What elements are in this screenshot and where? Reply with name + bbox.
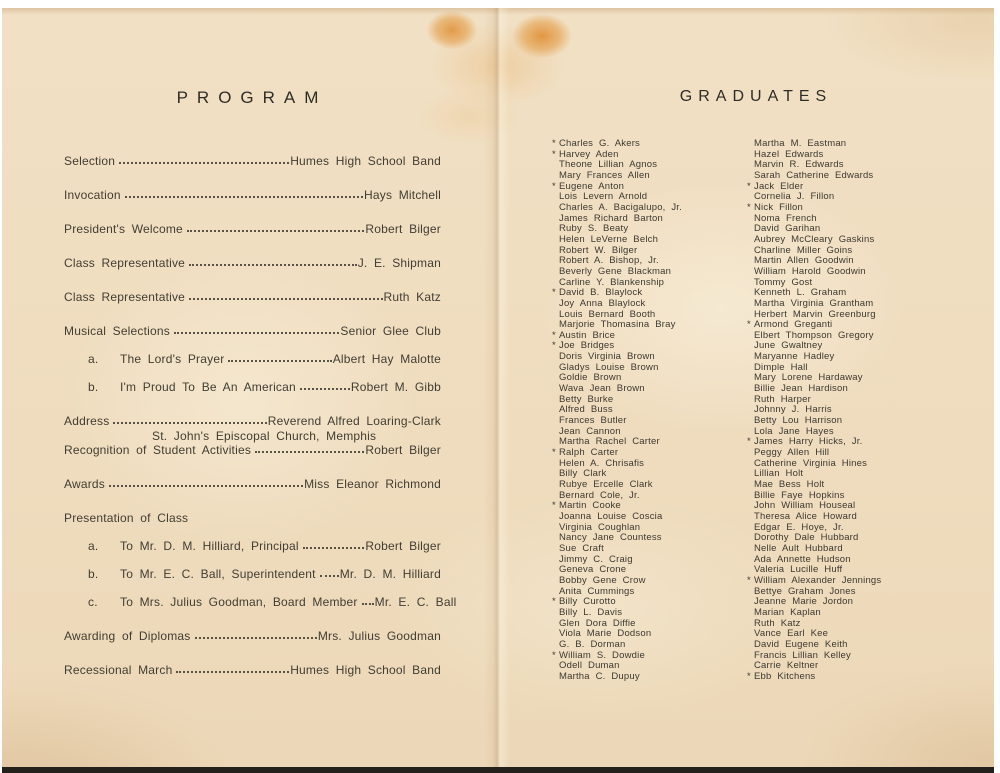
program-item-prefix: b. <box>88 380 99 394</box>
graduate-name: * William Alexander Jennings <box>747 574 882 586</box>
graduate-name: June Gwaltney <box>754 340 823 352</box>
graduate-name: Betty Lou Harrison <box>754 415 843 427</box>
dotted-leader <box>320 575 339 577</box>
graduate-name: Bettye Graham Jones <box>754 585 856 597</box>
dotted-leader <box>189 264 357 266</box>
graduate-name: Doris Virginia Brown <box>559 351 655 363</box>
graduate-name: Goldie Brown <box>559 372 622 384</box>
graduate-name: Frances Butler <box>559 415 627 427</box>
program-item <box>64 256 441 270</box>
program-item-value: J. E. Shipman <box>357 256 441 270</box>
graduate-name: Mae Bess Holt <box>754 479 825 490</box>
graduate-name: Elbert Thompson Gregory <box>754 329 874 341</box>
graduate-name: William Harold Goodwin <box>754 265 866 277</box>
asterisk-mark: * <box>552 138 556 149</box>
graduate-name: * William S. Dowdie <box>552 649 645 661</box>
program-item-label: Recognition of Student Activities <box>64 443 252 457</box>
graduate-name: Carrie Keltner <box>754 660 819 672</box>
asterisk-mark: * <box>747 670 751 682</box>
dotted-leader <box>255 451 364 453</box>
asterisk-mark: * <box>552 180 556 192</box>
program-item-label: To Mr. D. M. Hilliard, Principal <box>120 539 299 553</box>
graduate-name: Gladys Louise Brown <box>559 361 659 373</box>
graduate-name: * Nick Fillon <box>747 201 804 213</box>
program-item <box>64 629 441 643</box>
graduate-name: Jeanne Marie Jordon <box>754 596 854 608</box>
graduate-name: Theone Lillian Agnos <box>559 159 658 171</box>
program-item-label: Class Representative <box>64 290 186 304</box>
program-item-value: Hays Mitchell <box>364 188 441 202</box>
dotted-leader <box>113 422 266 424</box>
graduate-name: * Ebb Kitchens <box>747 670 816 682</box>
graduate-name: David Eugene Keith <box>754 638 848 650</box>
program-item-value: Mr. D. M. Hilliard <box>339 567 441 581</box>
graduate-name: Nelle Ault Hubbard <box>754 542 843 554</box>
graduate-name: Lola Jane Hayes <box>754 425 834 437</box>
asterisk-mark: * <box>747 436 751 448</box>
asterisk-mark: * <box>747 574 751 586</box>
dotted-leader <box>189 298 382 300</box>
graduate-name: Maryanne Hadley <box>754 351 835 363</box>
graduate-name: Nancy Jane Countess <box>559 532 662 544</box>
asterisk-mark: * <box>552 287 556 299</box>
graduate-name: Bobby Gene Crow <box>559 574 646 586</box>
graduate-name: * Billy Curotto <box>552 596 616 608</box>
graduate-name: * Harvey Aden <box>552 148 619 160</box>
program-item-value: Ruth Katz <box>383 290 441 304</box>
graduate-name: Glen Dora Diffie <box>559 617 636 629</box>
graduate-name: James Richard Barton <box>559 212 663 224</box>
graduate-name: Alfred Buss <box>559 404 613 416</box>
graduate-name: Martha M. Eastman <box>754 138 847 149</box>
asterisk-mark: * <box>552 596 556 608</box>
graduate-name: John William Houseal <box>754 500 856 512</box>
graduate-name: Lillian Holt <box>754 468 804 480</box>
program-item-value: Robert M. Gibb <box>350 380 441 394</box>
graduate-name: Louis Bernard Booth <box>559 308 656 320</box>
graduate-name: Edgar E. Hoye, Jr. <box>754 521 844 533</box>
program-item-label: I'm Proud To Be An American <box>120 380 296 394</box>
graduate-name: Mary Frances Allen <box>559 169 650 181</box>
program-item-prefix: a. <box>88 539 99 553</box>
program-item <box>64 414 441 428</box>
program-item-label: Musical Selections <box>64 324 170 338</box>
graduates-page-title: GRADUATES <box>679 88 833 105</box>
program-item-label: Awarding of Diplomas <box>64 629 191 643</box>
graduate-name: Ruby S. Beaty <box>559 223 629 235</box>
program-item <box>64 352 441 366</box>
program-item-value: Reverend Alfred Loaring-Clark <box>267 414 441 428</box>
graduate-name: Catherine Virginia Hines <box>754 457 868 469</box>
graduate-name: Lois Levern Arnold <box>559 191 648 203</box>
graduate-name: Kenneth L. Graham <box>754 287 847 299</box>
graduate-name: Helen LeVerne Belch <box>559 233 659 245</box>
program-item-label: To Mr. E. C. Ball, Superintendent <box>120 567 316 581</box>
graduate-name: * Austin Brice <box>552 329 616 341</box>
dotted-leader <box>300 388 350 390</box>
program-item <box>64 380 441 394</box>
graduate-name: * Martin Cooke <box>552 500 621 512</box>
program-item <box>64 539 441 553</box>
graduate-name: Anita Cummings <box>559 585 635 597</box>
asterisk-mark: * <box>747 319 751 331</box>
graduate-name: Herbert Marvin Greenburg <box>754 308 876 320</box>
program-item <box>64 324 441 338</box>
graduate-name: Hazel Edwards <box>754 148 824 160</box>
asterisk-mark: * <box>552 447 556 459</box>
graduate-name: Valeria Lucille Huff <box>754 564 843 576</box>
graduate-name: Vance Earl Kee <box>754 628 829 640</box>
asterisk-mark: * <box>552 649 556 661</box>
graduate-name: * Eugene Anton <box>552 180 625 192</box>
graduate-name: Tommy Gost <box>754 276 813 288</box>
graduate-name: Martha Virginia Grantham <box>754 297 874 309</box>
asterisk-mark: * <box>747 180 751 192</box>
program-item-label: Awards <box>64 477 105 491</box>
graduate-name: Sue Craft <box>559 542 604 554</box>
program-item-label: President's Welcome <box>64 222 183 236</box>
graduate-name: Rubye Ercelle Clark <box>559 479 653 490</box>
graduate-name: Noma French <box>754 212 817 224</box>
graduate-name: Robert W. Bilger <box>559 244 638 256</box>
graduate-name: * Joe Bridges <box>552 340 615 352</box>
graduate-name: Helen A. Chrisafis <box>559 457 645 469</box>
graduate-name: * Charles G. Akers <box>552 138 641 149</box>
graduate-name: Billy L. Davis <box>559 606 623 618</box>
graduate-name: Theresa Alice Howard <box>754 510 857 522</box>
graduate-name: Mary Lorene Hardaway <box>754 372 863 384</box>
graduate-name: * James Harry Hicks, Jr. <box>747 436 863 448</box>
graduate-name: Martha C. Dupuy <box>559 670 640 682</box>
graduate-name: Odell Duman <box>559 660 620 672</box>
graduate-name: * Ralph Carter <box>552 447 619 459</box>
dotted-leader <box>109 485 303 487</box>
document-scan <box>2 8 994 768</box>
graduate-name: Charline Miller Goins <box>754 244 853 256</box>
dotted-leader <box>303 547 365 549</box>
program-item <box>64 567 441 581</box>
graduate-name: David Garihan <box>754 223 821 235</box>
program-item <box>64 222 441 236</box>
program-item-label: Selection <box>64 154 116 168</box>
program-item <box>64 477 441 491</box>
graduate-name: Peggy Allen Hill <box>754 447 830 459</box>
graduate-name: Johnny J. Harris <box>754 404 832 416</box>
program-item <box>64 290 441 304</box>
graduate-name: Marjorie Thomasina Bray <box>559 319 676 331</box>
graduate-name: Sarah Catherine Edwards <box>754 169 874 181</box>
program-item <box>64 595 457 609</box>
asterisk-mark: * <box>552 148 556 160</box>
graduate-name: Dimple Hall <box>754 361 808 373</box>
graduate-name: Joy Anna Blaylock <box>559 297 646 309</box>
graduate-name: Charles A. Bacigalupo, Jr. <box>559 201 682 213</box>
graduate-name: Beverly Gene Blackman <box>559 265 672 277</box>
dotted-leader <box>362 603 374 605</box>
dotted-leader <box>187 230 364 232</box>
program-item <box>64 663 441 677</box>
program-item-prefix: a. <box>88 352 99 366</box>
graduate-name: Bernard Cole, Jr. <box>559 489 640 501</box>
program-page-title: PROGRAM <box>176 88 328 107</box>
graduate-name: Martha Rachel Carter <box>559 436 660 448</box>
fold-crease <box>484 8 510 768</box>
asterisk-mark: * <box>747 201 751 213</box>
graduate-name: Marvin R. Edwards <box>754 159 844 171</box>
graduate-name: Betty Burke <box>559 393 614 405</box>
graduate-name: Billie Faye Hopkins <box>754 489 845 501</box>
program-item-label: Class Representative <box>64 256 186 270</box>
dotted-leader <box>125 196 363 198</box>
graduate-name: Ruth Harper <box>754 393 811 405</box>
program-item-value: Mrs. Julius Goodman <box>317 629 441 643</box>
program-item-label: Invocation <box>64 188 121 202</box>
program-item-subline: St. John's Episcopal Church, Memphis <box>152 429 377 443</box>
asterisk-mark: * <box>552 340 556 352</box>
dotted-leader <box>176 671 289 673</box>
graduates-column-1 <box>552 138 747 682</box>
dotted-leader <box>228 360 331 362</box>
program-item-label: Presentation of Class <box>64 511 189 525</box>
graduate-name: Ada Annette Hudson <box>754 553 851 565</box>
program-item-value: Robert Bilger <box>365 539 441 553</box>
graduate-name: * Jack Elder <box>747 180 804 192</box>
graduate-name: Ruth Katz <box>754 617 801 629</box>
graduate-name: Billy Clark <box>559 468 607 480</box>
program-item-value: Humes High School Band <box>290 663 441 677</box>
program-item <box>64 443 441 457</box>
graduate-name: Carline Y. Blankenship <box>559 276 665 288</box>
program-item <box>64 188 441 202</box>
dotted-leader <box>119 162 289 164</box>
program-item-label: Address <box>64 414 110 428</box>
program-item-label: The Lord's Prayer <box>120 352 225 366</box>
graduates-column-2 <box>747 138 954 682</box>
graduate-name: Jean Cannon <box>559 425 621 437</box>
dotted-leader <box>195 637 317 639</box>
program-item-value: Mr. E. C. Ball <box>374 595 457 609</box>
dotted-leader <box>174 332 339 334</box>
program-item <box>64 511 441 525</box>
program-item-value: Senior Glee Club <box>340 324 441 338</box>
scanner-edge <box>2 767 994 773</box>
graduate-name: Marian Kaplan <box>754 606 821 618</box>
program-item-value: Albert Hay Malotte <box>332 352 441 366</box>
asterisk-mark: * <box>552 500 556 512</box>
graduate-name: Joanna Louise Coscia <box>559 510 663 522</box>
graduate-name: Wava Jean Brown <box>559 383 645 395</box>
asterisk-mark: * <box>552 329 556 341</box>
graduate-name: * David B. Blaylock <box>552 287 643 299</box>
graduate-name: Jimmy C. Craig <box>559 553 633 565</box>
program-item-label: Recessional March <box>64 663 173 677</box>
graduate-name: Cornelia J. Fillon <box>754 191 835 203</box>
program-item-prefix: c. <box>88 595 98 609</box>
program-item-value: Robert Bilger <box>365 443 441 457</box>
graduate-name: Martin Allen Goodwin <box>754 255 854 267</box>
graduate-name: Virginia Coughlan <box>559 521 641 533</box>
program-list <box>64 154 457 677</box>
graduate-name: Geneva Crone <box>559 564 627 576</box>
graduate-name: Robert A. Bishop, Jr. <box>559 255 659 267</box>
graduate-name: Billie Jean Hardison <box>754 383 848 395</box>
graduate-name: Aubrey McCleary Gaskins <box>754 233 875 245</box>
program-item <box>64 154 441 168</box>
program-item-label: To Mrs. Julius Goodman, Board Member <box>120 595 358 609</box>
program-item-value: Humes High School Band <box>290 154 441 168</box>
graduate-name: G. B. Dorman <box>559 638 626 650</box>
program-item-value: Robert Bilger <box>365 222 441 236</box>
graduate-name: Dorothy Dale Hubbard <box>754 532 859 544</box>
graduate-name: * Armond Greganti <box>747 319 833 331</box>
graduate-name: Francis Lillian Kelley <box>754 649 851 661</box>
graduate-name: Viola Marie Dodson <box>559 628 652 640</box>
program-item-value: Miss Eleanor Richmond <box>304 477 441 491</box>
program-item-prefix: b. <box>88 567 99 581</box>
